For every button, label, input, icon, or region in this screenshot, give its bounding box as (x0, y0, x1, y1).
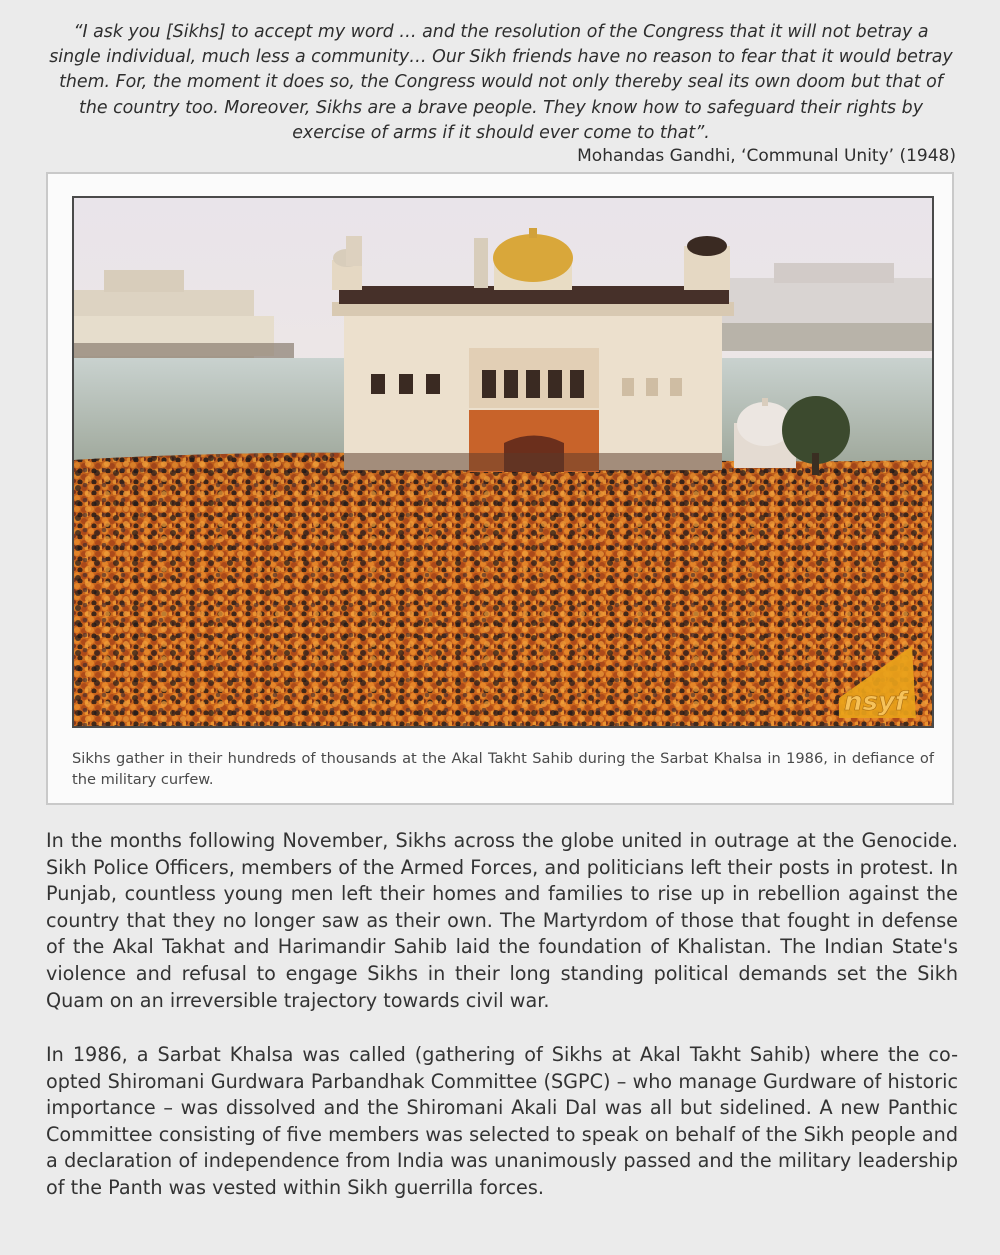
body-paragraph-1: In the months following November, Sikhs across the globe united in outrage at the Genocide. Sikh Police Officers, members of the Armed Forces, and politicians left their posts in protest. In Punjab, countless young men left their homes and families to rise up in rebellion against the country that they no longer saw as their own. The Martyrdom of those that fought in defense of the Akal Takhat and Harimandir Sahib laid the foundation of Khalistan. The Indian State's violence and refusal to engage Sikhs in their long standing political demands set the Sikh Quam on an irreversible trajectory towards civil war. (46, 829, 958, 1012)
akal-takht-photo (72, 196, 934, 728)
gandhi-quote: “I ask you [Sikhs] to accept my word … and the resolution of the Congress that it will not betray a single individual, much less a community… Our Sikh friends have no reason to fear that it would betray them. For, the moment it does so, the Congress would not only thereby seal its own doom but that of the country too. Moreover, Sikhs are a brave people. They know how to safeguard their rights by exercise of arms if it should ever come to that”. (49, 22, 953, 143)
photo-caption: Sikhs gather in their hundreds of thousands at the Akal Takht Sahib during the Sarbat Khalsa in 1986, in defiance of the military curfew. (72, 750, 934, 788)
quote-attribution: Mohandas Gandhi, ‘Communal Unity’ (1948) (577, 146, 956, 166)
body-paragraph-2: In 1986, a Sarbat Khalsa was called (gathering of Sikhs at Akal Takht Sahib) where the co-opted Shiromani Gurdwara Parbandhak Committee (SGPC) – who manage Gurdware of historic importance – was dissolved and the Shiromani Akali Dal was all but sidelined. A new Panthic Committee consisting of five members was selected to speak on behalf of the Sikh people and a declaration of independence from India was unanimously passed and the military leadership of the Panth was vested within Sikh guerrilla forces. (46, 1043, 958, 1199)
photo-figure (46, 172, 954, 805)
watermark-text: nsyf (844, 687, 907, 717)
